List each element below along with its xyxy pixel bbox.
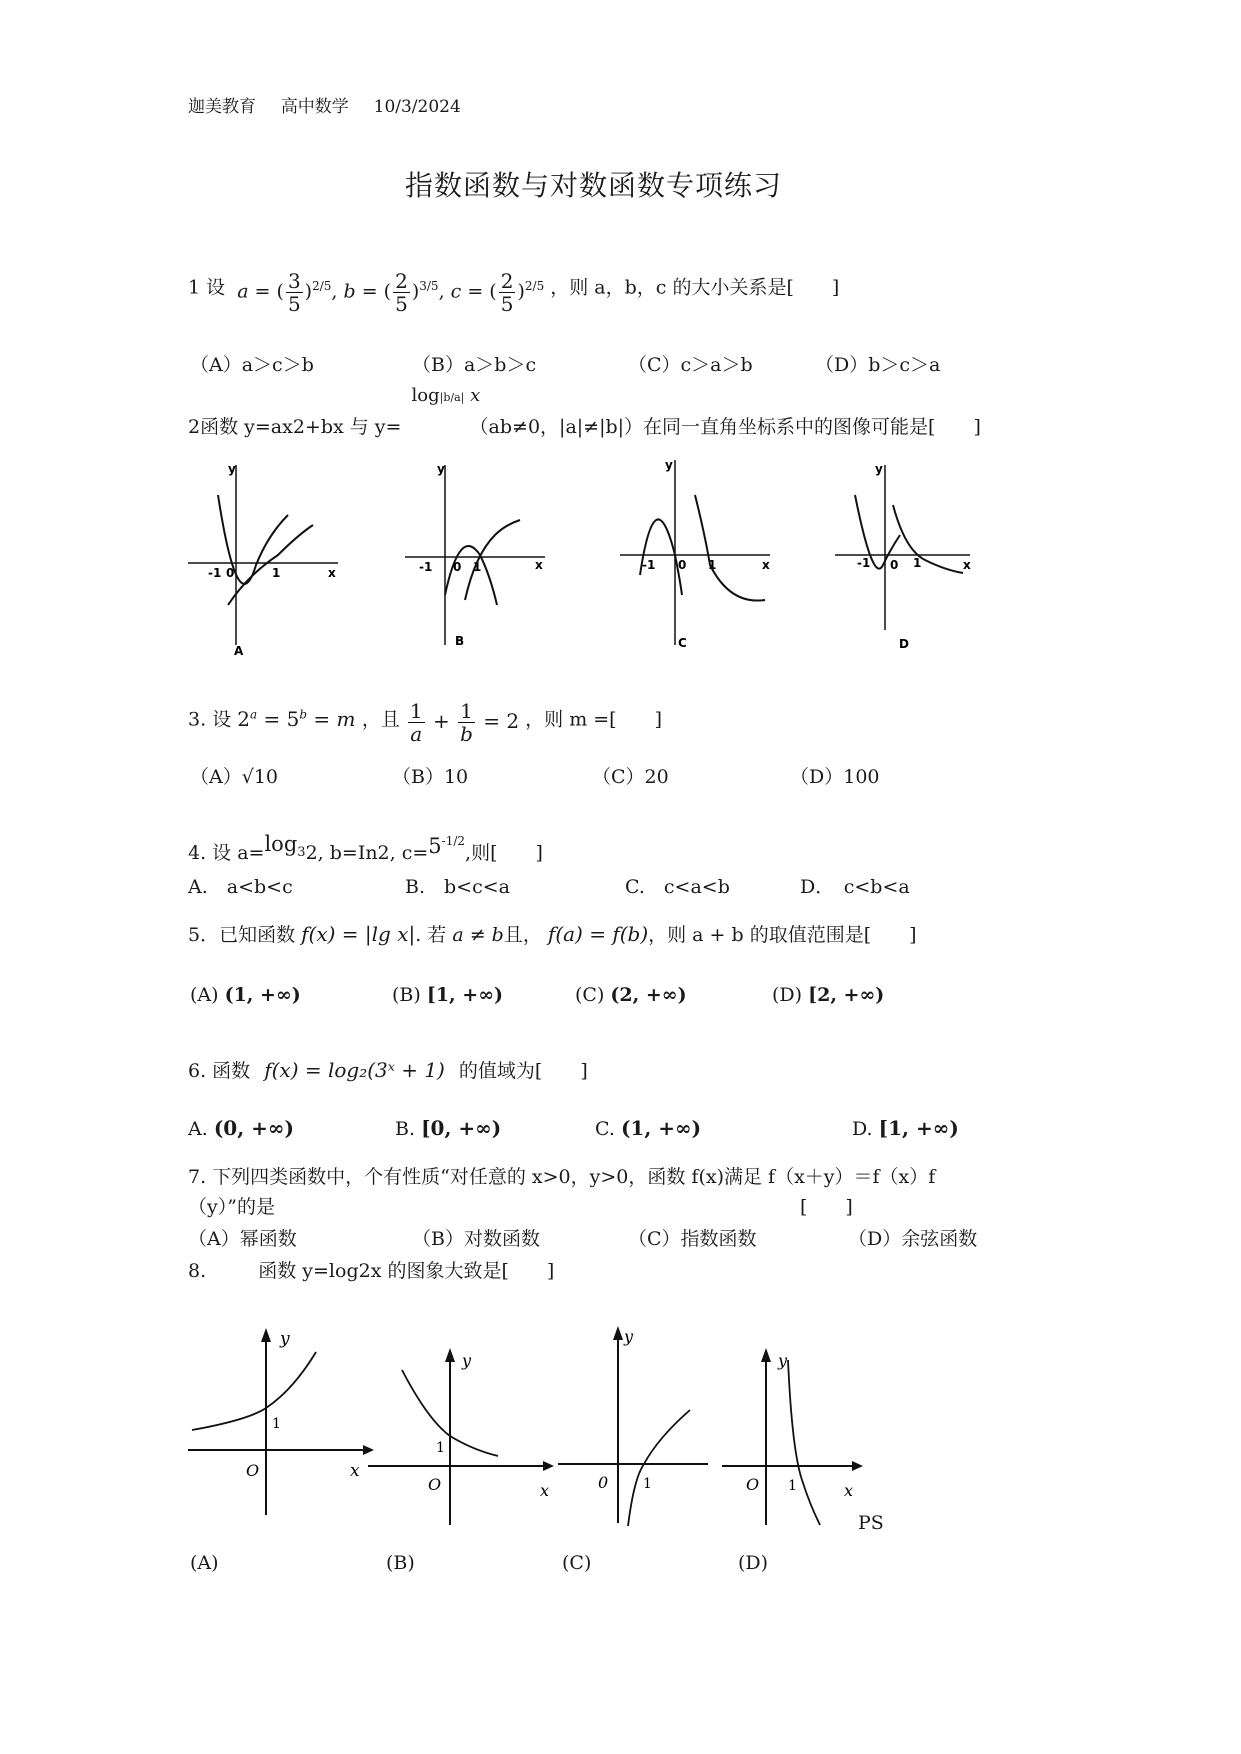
question-1 [188, 262, 839, 315]
q5-option-d[interactable]: (D) [2, +∞) [772, 984, 885, 1006]
svg-text:1: 1 [436, 1440, 445, 1456]
q7-line2: （y）”的是 [188, 1196, 275, 1218]
question-6 [188, 1056, 588, 1083]
q8-option-b[interactable]: (B) [386, 1552, 415, 1574]
q7-option-c[interactable]: （C）指数函数 [628, 1228, 757, 1250]
q3-prefix: 3. 设 [188, 708, 232, 731]
q3-cond: $\frac{1}{a}$ + $\frac{1}{b}$ = 2 [409, 698, 520, 746]
q3-option-b[interactable]: （B）10 [392, 766, 469, 788]
svg-text:0: 0 [678, 558, 687, 572]
q6-option-c[interactable]: C. (1, +∞) [595, 1116, 702, 1140]
svg-text:1: 1 [473, 560, 482, 574]
q1-option-d[interactable]: （D）b＞c＞a [815, 354, 941, 376]
q2-graph-a[interactable] [188, 455, 348, 655]
svg-text:1: 1 [643, 1476, 652, 1492]
q2-graph-d[interactable] [835, 455, 985, 655]
q5-cond: a ≠ b [452, 924, 504, 946]
q6-option-b[interactable]: B. [0, +∞) [395, 1116, 502, 1140]
q3-expr: $2^a = 5^b = m$ [237, 706, 356, 731]
header [188, 92, 461, 117]
q3-option-c[interactable]: （C）20 [592, 766, 669, 788]
q6-option-a[interactable]: A. (0, +∞) [188, 1116, 294, 1140]
q4-log: $\log_3$ [264, 832, 306, 861]
q5-option-c[interactable]: (C) (2, +∞) [575, 984, 687, 1006]
q5-fx: f(x) = |lg x| [301, 922, 416, 946]
q8-ps: PS [858, 1512, 884, 1534]
q6-prefix: 6. 函数 [188, 1060, 251, 1082]
svg-text:x: x [540, 1481, 550, 1500]
svg-text:0: 0 [890, 558, 899, 572]
header-date: 10/3/2024 [373, 97, 461, 117]
svg-text:y: y [462, 1351, 472, 1370]
svg-text:y: y [624, 1327, 634, 1346]
q4-option-b[interactable]: B. b<c<a [405, 876, 510, 898]
svg-text:1: 1 [708, 558, 717, 572]
svg-text:x: x [350, 1461, 360, 1481]
q8-graph-b[interactable] [368, 1340, 558, 1530]
svg-text:1: 1 [272, 566, 281, 580]
q2-suffix: （ab≠0，|a|≠|b|）在同一直角坐标系中的图像可能是[ ] [469, 416, 981, 438]
q8-graph-a[interactable] [188, 1320, 378, 1520]
q3-option-d[interactable]: （D）100 [790, 766, 880, 788]
q1-expr: a = ( $\frac{3}{5}$ )$^{2/5}$, b = ( $\frac{2}{5}$ )$^{3/5}$, c = ( $\frac{2}{5}$ )$^{2/5}$ [237, 268, 545, 316]
q2-graph-b[interactable] [405, 455, 555, 655]
q4-option-d[interactable]: D． c<b<a [800, 876, 910, 898]
q7-line1: 7. 下列四类函数中，个有性质“对任意的 x>0，y>0，函数 f(x)满足 f（x＋y）＝f（x）f [188, 1166, 936, 1188]
svg-text:0: 0 [598, 1473, 609, 1492]
q1-suffix: ，则 a，b，c 的大小关系是[ ] [550, 276, 840, 299]
q5-prefix: 5．已知函数 [188, 924, 296, 946]
q5-mid2: 且， [503, 924, 542, 946]
svg-text:x: x [328, 566, 336, 580]
q2-label-a: A [234, 644, 244, 655]
q5-option-a[interactable]: (A) (1, +∞) [190, 984, 301, 1006]
svg-text:x: x [844, 1481, 854, 1500]
q5-eq: f(a) = f(b) [547, 922, 649, 946]
q7-option-d[interactable]: （D）余弦函数 [848, 1228, 978, 1250]
q8-option-c[interactable]: (C) [562, 1552, 592, 1574]
q8-graph-d[interactable] [722, 1340, 897, 1530]
q5-option-b[interactable]: (B) [1, +∞) [392, 984, 504, 1006]
q6-option-d[interactable]: D. [1, +∞) [852, 1116, 959, 1140]
header-subject: 高中数学 [280, 97, 349, 117]
q4-option-c[interactable]: C. c<a<b [625, 876, 730, 898]
question-8 [188, 1256, 554, 1283]
q1-option-a[interactable]: （A）a＞c＞b [190, 354, 314, 376]
q7-option-a[interactable]: （A）幂函数 [188, 1228, 297, 1250]
q3-suffix: ，则 m =[ ] [525, 708, 662, 731]
q1-option-c[interactable]: （C）c＞a＞b [628, 354, 753, 376]
q8-option-d[interactable]: (D) [738, 1552, 769, 1574]
q3-option-a[interactable]: （A）√10 [190, 766, 279, 788]
q2-log: log|b/a| x [411, 385, 481, 406]
q6-fx: f(x) = log₂(3ˣ + 1) [264, 1058, 445, 1082]
header-org: 迦美教育 [188, 97, 256, 117]
q4-rest: 2, b=In2, c= [305, 842, 429, 864]
question-2 [188, 385, 981, 439]
q8-text: 函数 y=log2x 的图象大致是[ ] [258, 1260, 555, 1282]
question-3 [188, 690, 662, 745]
svg-text:y: y [875, 462, 883, 476]
svg-text:0: 0 [453, 560, 462, 574]
svg-text:0: 0 [226, 566, 235, 580]
q4-option-a[interactable]: A. a<b<c [188, 876, 293, 898]
q8-graph-c[interactable] [558, 1318, 718, 1528]
svg-text:x: x [963, 558, 971, 572]
question-4 [188, 832, 543, 868]
q8-option-a[interactable]: (A) [190, 1552, 219, 1574]
q4-suffix: ,则[ ] [465, 842, 543, 864]
q2-prefix: 2函数 y=ax2+bx 与 y= [188, 416, 402, 438]
svg-text:-1: -1 [642, 558, 656, 572]
q1-option-b[interactable]: （B）a＞b＞c [412, 354, 537, 376]
q5-suffix: ，则 a + b 的取值范围是[ ] [648, 924, 917, 946]
svg-text:y: y [665, 458, 673, 472]
q2-graph-c[interactable] [620, 455, 780, 655]
q6-suffix: 的值域为[ ] [458, 1060, 588, 1082]
q4-prefix: 4. 设 a= [188, 842, 265, 864]
q3-mid: ，且 [361, 708, 400, 731]
q5-mid: . 若 [415, 924, 447, 946]
q2-label-d: D [899, 637, 909, 651]
svg-text:y: y [280, 1329, 290, 1349]
svg-text:1: 1 [913, 556, 922, 570]
svg-text:-1: -1 [419, 560, 433, 574]
question-5 [188, 920, 917, 947]
svg-text:1: 1 [788, 1478, 797, 1494]
svg-text:O: O [428, 1475, 442, 1494]
svg-text:x: x [535, 558, 543, 572]
q2-label-c: C [678, 636, 687, 650]
q1-prefix: 1 设 [188, 276, 226, 299]
q4-c: $5^{-1/2}$ [428, 834, 466, 858]
svg-text:y: y [437, 462, 445, 476]
svg-text:1: 1 [272, 1416, 281, 1432]
q8-num: 8. [188, 1260, 207, 1282]
page-title: 指数函数与对数函数专项练习 [405, 169, 783, 202]
svg-text:y: y [778, 1351, 788, 1370]
svg-text:O: O [246, 1461, 260, 1480]
svg-text:-1: -1 [857, 556, 871, 570]
svg-text:-1: -1 [208, 566, 222, 580]
q7-option-b[interactable]: （B）对数函数 [412, 1228, 540, 1250]
q2-label-b: B [455, 634, 465, 648]
svg-text:y: y [228, 462, 236, 476]
svg-text:O: O [746, 1475, 760, 1494]
q7-bracket: [ ] [800, 1196, 853, 1218]
svg-text:x: x [762, 558, 770, 572]
